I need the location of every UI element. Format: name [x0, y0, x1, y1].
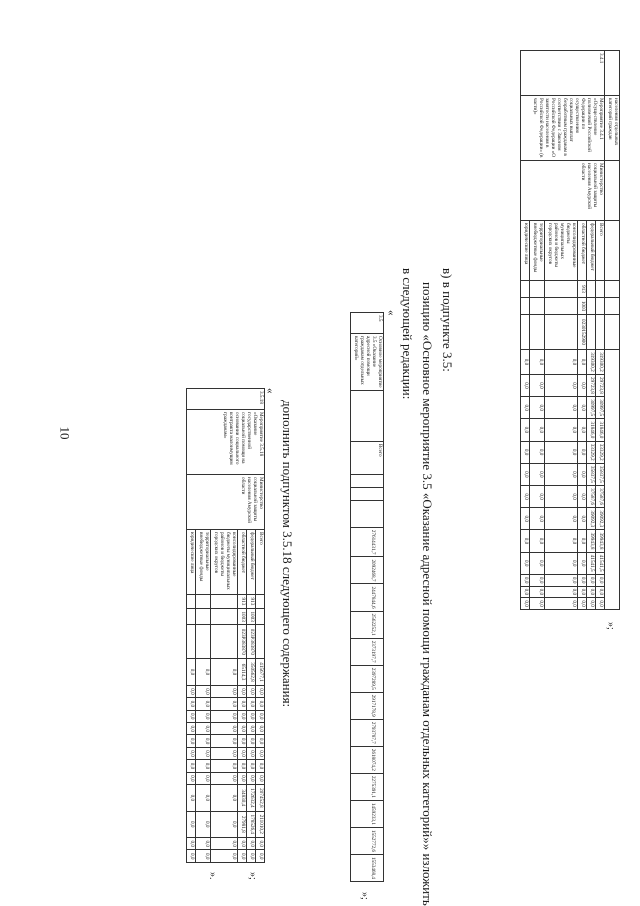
table-cell: 2275391,1: [351, 773, 384, 800]
table-row: [596, 51, 605, 610]
measure-name: Мероприятие 3.5.18 «Оказание государственной социальной помощи на основании социального контракта малоимущим гражданам»: [187, 410, 265, 475]
table-cell: 178526,4: [247, 811, 256, 837]
budget-code: [587, 298, 596, 315]
table-cell: 0,0: [545, 463, 578, 485]
table-cell: 0,0: [578, 508, 587, 530]
table-cell: 0,0: [211, 659, 238, 685]
table-cell: 0,0: [545, 586, 578, 598]
table-cell: 0,0: [196, 811, 211, 837]
table-cell: 0,0: [238, 838, 247, 850]
table-cell: 0,0: [530, 441, 545, 463]
table-cell: 0,0: [521, 419, 530, 441]
budget-code: [545, 281, 578, 298]
table-cell: 39943,8: [596, 530, 605, 552]
budget-code: [187, 595, 196, 609]
table-cell: 30997,5: [587, 397, 596, 419]
table-cell: 0,0: [578, 350, 587, 375]
budget-code: [596, 315, 605, 350]
budget-code: [196, 595, 211, 609]
table-cell: 0,0: [187, 659, 196, 685]
table-cell: 0,0: [187, 735, 196, 747]
budget-code: [545, 298, 578, 315]
table-cell: 0,0: [521, 508, 530, 530]
budget-code: 1003: [247, 608, 256, 625]
table-main-measure-3-5: [350, 312, 384, 882]
executor: Министерство социальной защиты населения Амурской области: [521, 161, 605, 221]
budget-code: 023P383870: [247, 625, 256, 659]
table-cell: 2793787,7: [351, 719, 384, 746]
table-cell: 33329,2: [587, 441, 596, 463]
table-cell: 29723,8: [596, 374, 605, 396]
table-cell: 39092,3: [587, 508, 596, 530]
funding-source: территориальные внебюджетные фонды: [530, 221, 545, 281]
table-cell: 0,0: [596, 598, 605, 610]
para-position-3-5: позицию «Основное мероприятие 3.5 «Оказание адресной помощи гражданам отдельных категорий»» изложить: [420, 282, 435, 906]
table-cell: 0,0: [256, 772, 265, 784]
budget-code: [211, 625, 238, 659]
table-cell: 37587,6: [587, 485, 596, 507]
table-cell: 31846,0: [587, 419, 596, 441]
table-cell: 0,0: [545, 397, 578, 419]
table-cell: 41541,5: [596, 552, 605, 574]
table-cell: 0,0: [578, 397, 587, 419]
table-measure-3-5-18: [186, 388, 265, 863]
table-cell: 0,0: [521, 552, 530, 574]
table-cell: 0,0: [238, 735, 247, 747]
budget-code: [587, 315, 596, 350]
budget-code: 913: [578, 281, 587, 298]
table-cell: 211010,2: [256, 811, 265, 837]
table-cell: 0,0: [247, 698, 256, 710]
table-cell: 0,0: [545, 485, 578, 507]
table-cell: 319300,2: [587, 350, 596, 375]
table-cell: 0,0: [187, 722, 196, 734]
budget-code: [211, 595, 238, 609]
table-cell: 2397289,5: [351, 665, 384, 692]
table-cell: 2618074,2: [351, 746, 384, 773]
table-cell: 0,0: [596, 586, 605, 598]
budget-code: 913: [238, 595, 247, 609]
table-cell: 0,0: [521, 485, 530, 507]
table-cell: 35837,5: [596, 463, 605, 485]
table-cell: 0,0: [211, 747, 238, 759]
table-cell: 0,0: [530, 485, 545, 507]
table-cell: 29723,8: [587, 374, 596, 396]
table-cell: 0,0: [238, 850, 247, 863]
table-cell: 319300,2: [596, 350, 605, 375]
table-cell: 1552772,6: [351, 827, 384, 854]
table-cell: 0,0: [238, 710, 247, 722]
budget-code: [587, 281, 596, 298]
table-cell: 65114,3: [238, 659, 247, 685]
table-cell: 0,0: [196, 760, 211, 772]
table-cell: 0,0: [187, 710, 196, 722]
table-cell: 0,0: [196, 772, 211, 784]
table-cell: 0,0: [521, 350, 530, 375]
para-new-edition: в следующей редакции:: [400, 268, 415, 400]
quote-open-2: «: [264, 388, 276, 394]
table-cell: 0,0: [256, 685, 265, 697]
table-cell: 0,0: [545, 350, 578, 375]
table-cell: 0,0: [211, 685, 238, 697]
table-cell: 0,0: [545, 530, 578, 552]
table-cell: населения отдельных категорий граждан: [605, 96, 620, 161]
funding-source: Всего: [256, 530, 265, 595]
table-cell: 0,0: [187, 760, 196, 772]
budget-code: [196, 625, 211, 659]
quote-open: «: [385, 310, 397, 316]
table-cell: 0,0: [211, 838, 238, 850]
table-cell: 33329,2: [596, 441, 605, 463]
table-cell: 0,0: [578, 586, 587, 598]
table-cell: 0,0: [256, 710, 265, 722]
funding-source: федеральный бюджет: [247, 530, 256, 595]
table-cell: 0,0: [247, 735, 256, 747]
table-cell: 0,0: [187, 685, 196, 697]
table-cell: 0,0: [187, 785, 196, 811]
table-cell: 207452,8: [256, 785, 265, 811]
table-cell: 0,0: [238, 698, 247, 710]
budget-code: 0230152900: [578, 315, 587, 350]
table-cell: 0,0: [521, 463, 530, 485]
table-cell: 27614431,7: [351, 527, 384, 557]
table-cell: 0,0: [196, 659, 211, 685]
table2-closing-mark: »;: [359, 892, 370, 900]
table-row: [256, 389, 265, 863]
table-cell: 0,0: [196, 722, 211, 734]
table-cell: 0,0: [521, 441, 530, 463]
funding-source: Всего: [351, 441, 384, 474]
table-cell: 0,0: [587, 586, 596, 598]
funding-source: федеральный бюджет: [587, 221, 596, 281]
row-number: 3.4.1: [521, 51, 605, 96]
budget-code: [256, 595, 265, 609]
budget-code: [530, 281, 545, 298]
table-cell: 0,0: [530, 419, 545, 441]
table-cell: 0,0: [578, 485, 587, 507]
table-cell: 0,0: [211, 698, 238, 710]
table-cell: 30997,5: [596, 397, 605, 419]
budget-code: 023P383870: [238, 625, 247, 659]
table-cell: 0,0: [211, 785, 238, 811]
budget-code: [256, 608, 265, 625]
table-cell: 0,0: [247, 838, 256, 850]
table-cell: 0,0: [521, 586, 530, 598]
funding-source: юридические лица: [521, 221, 530, 281]
row-number: 3.5: [351, 313, 384, 334]
row-number: 3.5.18: [187, 389, 265, 410]
budget-code: [596, 298, 605, 315]
measure-name: Мероприятие 3.4.1 «Осуществление полномочий Российской Федерации по осуществлению социальных выплат безработным гражданам в соответствии с Законом Российской Федерации «О занятости населения в Российской Федерации» (в части)»: [521, 96, 605, 161]
budget-code: 1003: [578, 298, 587, 315]
table-cell: 0,0: [187, 772, 196, 784]
table-cell: 39092,3: [596, 508, 605, 530]
table-cell: 0,0: [545, 508, 578, 530]
table-cell: 0,0: [247, 772, 256, 784]
funding-source: Всего: [596, 221, 605, 281]
table3-final-mark: ».: [207, 872, 218, 880]
table-cell: 0,0: [530, 374, 545, 396]
table-cell: 39943,8: [587, 530, 596, 552]
table-cell: 2917178,9: [351, 692, 384, 719]
budget-code: [596, 281, 605, 298]
table-cell: 0,0: [247, 850, 256, 863]
table-cell: 0,0: [578, 530, 587, 552]
table-cell: 0,0: [578, 574, 587, 586]
funding-source: юридические лица: [187, 530, 196, 595]
table-cell: 35837,5: [587, 463, 596, 485]
table-cell: 0,0: [578, 598, 587, 610]
table-cell: 0,0: [530, 598, 545, 610]
table-cell: 0,0: [247, 760, 256, 772]
table-cell: 0,0: [578, 374, 587, 396]
budget-code: [187, 608, 196, 625]
table-cell: 0,0: [187, 698, 196, 710]
budget-code: [196, 608, 211, 625]
funding-source: консолидированные бюджеты муниципальных районов и бюджеты городских округов: [545, 221, 578, 281]
table-cell: 0,0: [530, 586, 545, 598]
table-cell: 0,0: [247, 722, 256, 734]
funding-source: областной бюджет: [238, 530, 247, 595]
table-cell: 31846,0: [596, 419, 605, 441]
table-cell: 0,0: [187, 811, 196, 837]
table-cell: 0,0: [545, 441, 578, 463]
table-cell: 2562252,1: [351, 611, 384, 638]
table-cell: 415677,1: [256, 659, 265, 685]
table-cell: 0,0: [530, 397, 545, 419]
table-cell: 0,0: [545, 574, 578, 586]
table-cell: 0,0: [247, 747, 256, 759]
funding-source: консолидированные бюджеты муниципальных районов и бюджеты городских округов: [211, 530, 238, 595]
table-cell: 0,0: [530, 350, 545, 375]
table-cell: 0,0: [211, 722, 238, 734]
table-row: [351, 313, 384, 882]
funding-source: областной бюджет: [578, 221, 587, 281]
budget-code: [256, 625, 265, 659]
table-cell: 0,0: [521, 374, 530, 396]
budget-code: [521, 298, 530, 315]
table-cell: 0,0: [196, 710, 211, 722]
table-cell: 0,0: [530, 552, 545, 574]
table-row: [605, 51, 620, 610]
table-cell: 0,0: [256, 838, 265, 850]
table-cell: 41541,5: [587, 552, 596, 574]
budget-code: [530, 315, 545, 350]
table-cell: 0,0: [545, 419, 578, 441]
table-cell: 0,0: [238, 760, 247, 772]
table-cell: 0,0: [211, 760, 238, 772]
table-cell: 0,0: [196, 838, 211, 850]
table-cell: 0,0: [545, 598, 578, 610]
table-cell: 2447844,6: [351, 584, 384, 611]
table-cell: 0,0: [187, 747, 196, 759]
table-cell: 0,0: [238, 772, 247, 784]
table-cell: 0,0: [211, 710, 238, 722]
table-cell: 0,0: [256, 722, 265, 734]
table-cell: 0,0: [196, 698, 211, 710]
table-cell: 0,0: [238, 747, 247, 759]
table-cell: 0,0: [596, 574, 605, 586]
table-cell: 0,0: [211, 811, 238, 837]
table-cell: 0,0: [247, 685, 256, 697]
table-cell: 0,0: [196, 850, 211, 863]
table-cell: 0,0: [587, 598, 596, 610]
table-cell: 0,0: [256, 850, 265, 863]
table-cell: 1553468,4: [351, 854, 384, 881]
budget-code: [530, 298, 545, 315]
table-cell: 37587,6: [596, 485, 605, 507]
para-subpoint-3-5: в) в подпункте 3.5:: [440, 268, 455, 372]
table-cell: 0,0: [238, 722, 247, 734]
para-add-subpoint: дополнить подпунктом 3.5.18 следующего содержания:: [280, 400, 295, 708]
table-cell: 0,0: [578, 441, 587, 463]
table-cell: 0,0: [578, 419, 587, 441]
rotated-document-body: [10, 10, 630, 906]
budget-code: [521, 281, 530, 298]
budget-code: 913: [247, 595, 256, 609]
table-cell: 0,0: [256, 760, 265, 772]
budget-code: [521, 315, 530, 350]
table-cell: 0,0: [530, 574, 545, 586]
table-cell: 350562,8: [247, 659, 256, 685]
table-cell: 34830,4: [238, 785, 247, 811]
table-cell: 0,0: [578, 463, 587, 485]
funding-source: территориальные внебюджетные фонды: [196, 530, 211, 595]
budget-code: 1003: [238, 608, 247, 625]
table-cell: 0,0: [196, 685, 211, 697]
table-cell: 0,0: [187, 838, 196, 850]
table-cell: 0,0: [530, 508, 545, 530]
table-cell: 0,0: [521, 574, 530, 586]
table-cell: 0,0: [238, 685, 247, 697]
budget-code: [545, 315, 578, 350]
table-cell: 0,0: [256, 698, 265, 710]
table-cell: 0,0: [196, 747, 211, 759]
executor: Министерство социальной защиты населения Амурской области: [187, 475, 265, 530]
table-cell: 0,0: [521, 530, 530, 552]
table-cell: 0,0: [187, 850, 196, 863]
budget-code: [187, 625, 196, 659]
measure-name: Основное мероприятие 3.5 «Оказание адресной помощи гражданам отдельных категорий»: [351, 333, 384, 390]
table-cell: 0,0: [211, 735, 238, 747]
table-cell: 0,0: [521, 397, 530, 419]
table-cell: 2373197,7: [351, 638, 384, 665]
table-cell: 0,0: [256, 747, 265, 759]
budget-code: [211, 608, 238, 625]
table-cell: 0,0: [578, 552, 587, 574]
table-cell: 0,0: [211, 772, 238, 784]
table-cell: 0,0: [196, 785, 211, 811]
table-cell: 0,0: [530, 530, 545, 552]
table-cell: 2092468,7: [351, 557, 384, 584]
table1-closing-mark: »;: [605, 622, 616, 630]
table-cell: 0,0: [196, 735, 211, 747]
table3-closing-mark: »;: [247, 872, 258, 880]
table-cell: 0,0: [545, 552, 578, 574]
table-cell: 172632,4: [247, 785, 256, 811]
page-number: 10: [57, 426, 73, 440]
table-cell: 0,0: [521, 598, 530, 610]
table-cell: 0,0: [545, 374, 578, 396]
table-cell: 0,0: [256, 735, 265, 747]
table-cell: 0,0: [530, 463, 545, 485]
table-continuation: [520, 50, 620, 610]
table-cell: 0,0: [247, 710, 256, 722]
table-cell: 0,0: [211, 850, 238, 863]
table-cell: 1459233,1: [351, 800, 384, 827]
table-cell: 27981,8: [238, 811, 247, 837]
table-cell: 0,0: [587, 574, 596, 586]
